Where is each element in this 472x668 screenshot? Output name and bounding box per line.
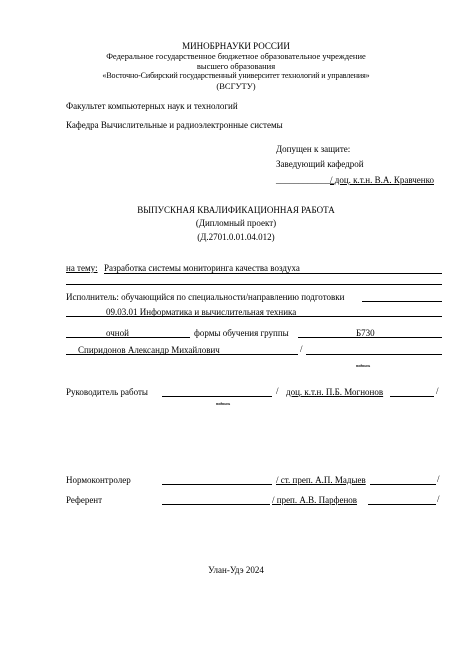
- university-abbr: (ВСГУТУ): [216, 81, 256, 91]
- supervisor-slash: /: [276, 386, 279, 396]
- referee-signature-line: [162, 504, 270, 505]
- topic-underline-2: [66, 284, 442, 285]
- ministry-heading: МИНОБРНАУКИ РОССИИ: [182, 41, 290, 51]
- city-year: Улан-Удэ 2024: [208, 565, 264, 575]
- topic-value: Разработка системы мониторинга качества воздуха: [104, 263, 300, 273]
- head-label: Заведующий кафедрой: [276, 159, 364, 169]
- institution-line-2: высшего образования: [196, 61, 276, 71]
- supervisor-label: Руководитель работы: [66, 387, 148, 397]
- university-name: «Восточно-Сибирский государственный университет технологий и управления»: [102, 71, 370, 80]
- head-name: / доц. к.т.н. В.А. Кравченко: [330, 175, 435, 185]
- supervisor-slash-end: /: [436, 386, 439, 396]
- study-form-label: формы обучения группы: [194, 328, 289, 338]
- supervisor-signature-caption: подпись: [216, 401, 231, 406]
- student-name: Спиридонов Александр Михайлович: [78, 345, 220, 355]
- normcontrol-label: Нормоконтролер: [66, 475, 131, 485]
- student-signature-caption: подпись: [356, 363, 371, 368]
- referee-name: / преп. А.В. Парфенов: [272, 495, 358, 505]
- study-form: очной: [106, 328, 129, 338]
- executor-label: Исполнитель: обучающийся по специальности/направлению подготовки: [66, 292, 345, 302]
- specialty-value: 09.03.01 Информатика и вычислительная техника: [106, 307, 297, 317]
- signature-blank: _____________: [276, 175, 335, 185]
- referee-slash-end: /: [437, 494, 440, 504]
- work-code: (Д.2701.0.01.04.012): [197, 232, 275, 242]
- group-underline: [298, 337, 442, 338]
- study-form-underline: [66, 337, 190, 338]
- work-title: ВЫПУСКНАЯ КВАЛИФИКАЦИОННАЯ РАБОТА: [137, 205, 335, 215]
- topic-label: на тему:: [66, 263, 98, 273]
- student-name-underline: [66, 354, 298, 355]
- referee-label: Референт: [66, 495, 103, 505]
- student-signature-line: [306, 354, 442, 355]
- work-subtitle: (Дипломный проект): [195, 218, 277, 228]
- normcontrol-slash-end: /: [437, 474, 440, 484]
- normcontrol-name-underline: [370, 484, 436, 485]
- student-slash: /: [300, 344, 303, 354]
- executor-underline: [362, 301, 442, 302]
- admitted-label: Допущен к защите:: [276, 144, 351, 154]
- specialty-underline: [66, 316, 442, 317]
- referee-name-underline: [368, 504, 436, 505]
- group-number: Б730: [356, 328, 375, 338]
- normcontrol-name: / ст. преп. А.П. Мадыев: [276, 475, 366, 485]
- supervisor-name-underline: [390, 396, 434, 397]
- topic-underline: [104, 273, 442, 274]
- normcontrol-signature-line: [162, 484, 272, 485]
- institution-line-1: Федеральное государственное бюджетное образовательное учреждение: [106, 51, 366, 61]
- department-name: Кафедра Вычислительные и радиоэлектронные системы: [66, 120, 283, 130]
- supervisor-name: доц. к.т.н. П.Б. Могнонов: [286, 387, 384, 397]
- supervisor-signature-line: [162, 396, 272, 397]
- faculty-name: Факультет компьютерных наук и технологий: [66, 101, 238, 111]
